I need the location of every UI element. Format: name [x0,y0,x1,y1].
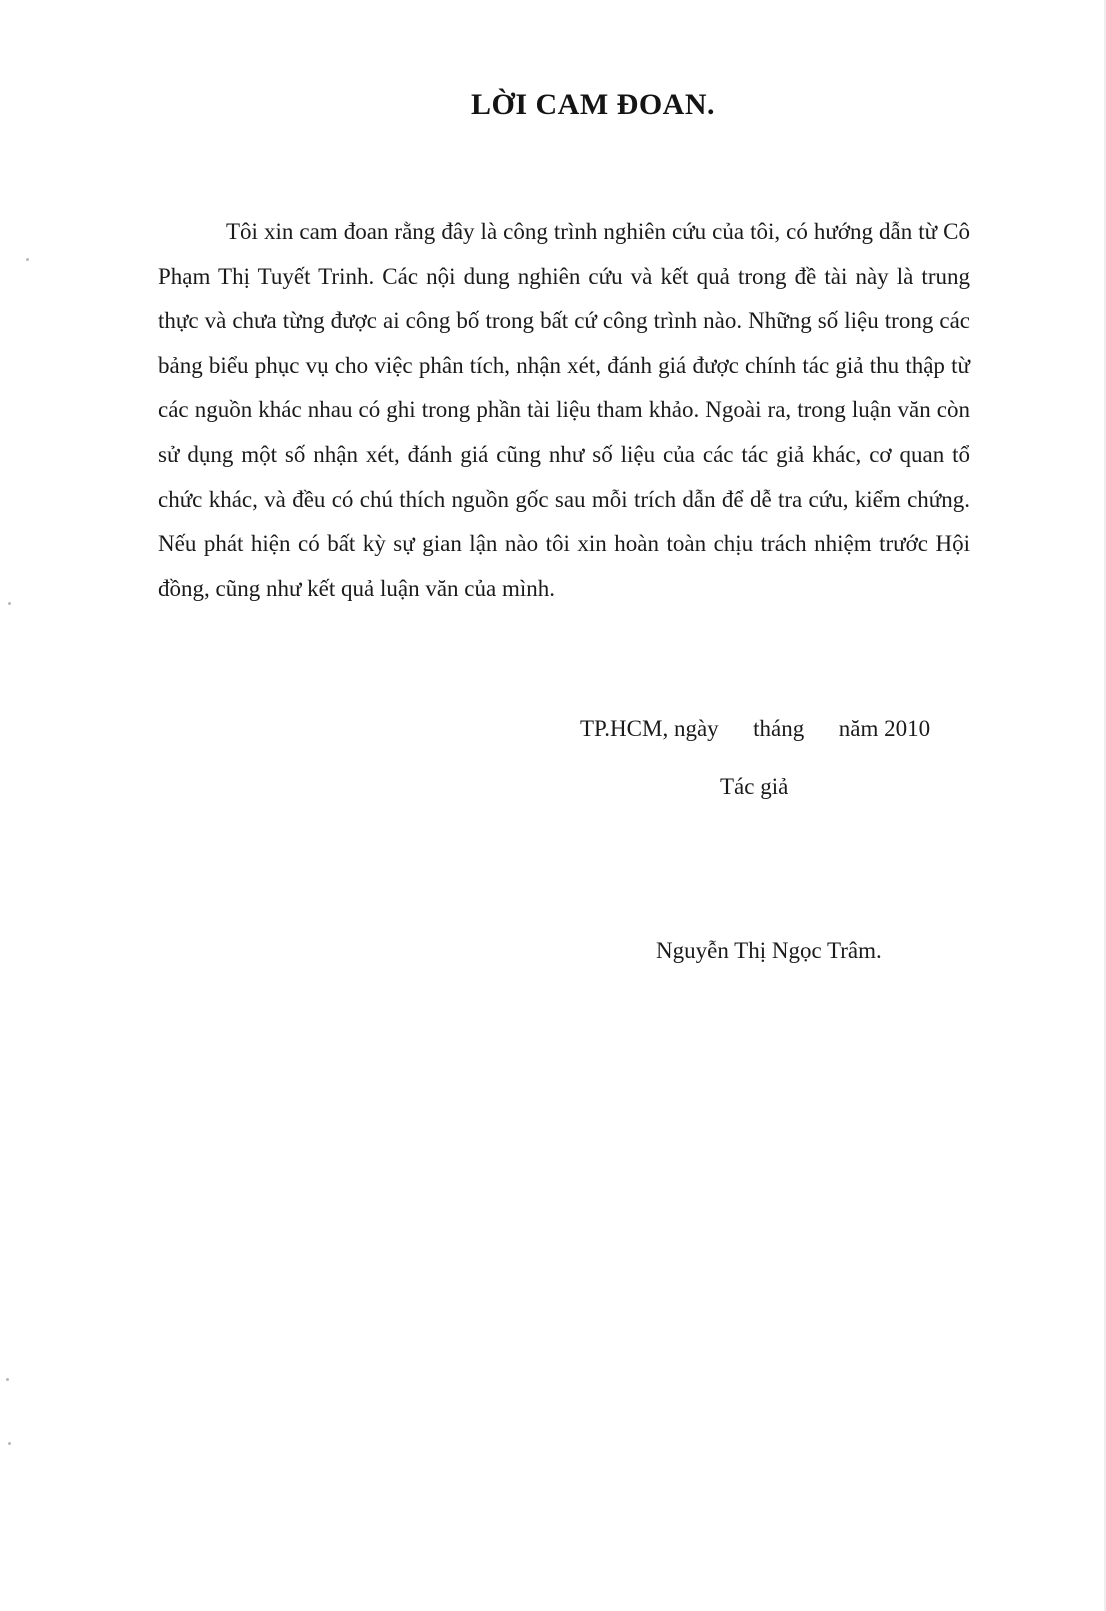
scan-speck [6,1378,9,1381]
declaration-paragraph: Tôi xin cam đoan rằng đây là công trình nghiên cứu của tôi, có hướng dẫn từ Cô Phạm Thị Tuyết Trinh. Các nội dung nghiên cứu và kết quả trong đề tài này là trung thực và chưa từng được ai công bố trong bất cứ công trình nào. Những số liệu trong các bảng biểu phục vụ cho việc phân tích, nhận xét, đánh giá được chính tác giả thu thập từ các nguồn khác nhau có ghi trong phần tài liệu tham khảo. Ngoài ra, trong luận văn còn sử dụng một số nhận xét, đánh giá cũng như số liệu của các tác giả khác, cơ quan tổ chức khác, và đều có chú thích nguồn gốc sau mỗi trích dẫn để dễ tra cứu, kiểm chứng. Nếu phát hiện có bất kỳ sự gian lận nào tôi xin hoàn toàn chịu trách nhiệm trước Hội đồng, cũng như kết quả luận văn của mình. [158,219,970,601]
scan-speck [8,1442,11,1445]
author-name: Nguyễn Thị Ngọc Trâm. [656,938,882,963]
author-label: Tác giả [720,774,789,799]
scan-speck [26,258,29,261]
date-line: TP.HCM, ngày tháng năm 2010 [580,716,931,741]
page-title: LỜI CAM ĐOAN. [471,88,715,121]
scan-speck [8,602,11,605]
declaration-body [158,210,970,611]
